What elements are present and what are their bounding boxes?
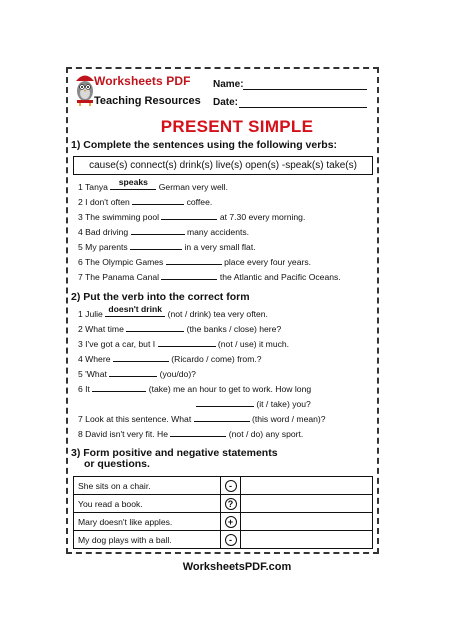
answer-blank[interactable]	[170, 428, 226, 437]
exercise-text-after: in a very small flat.	[182, 242, 256, 252]
exercise-text-after: (Ricardo / come) from.?	[168, 354, 262, 364]
exercise-text-before: 5 My parents	[78, 242, 131, 252]
answer-text: doesn't drink	[108, 304, 163, 314]
exercise-text-before: 2 I don't often	[78, 197, 133, 207]
statement-cell: She sits on a chair.	[74, 477, 221, 495]
exercise-text-before: 1 Julie	[78, 309, 106, 319]
date-field-line[interactable]	[239, 107, 367, 108]
answer-blank[interactable]	[105, 304, 165, 317]
exercise-line	[78, 226, 249, 238]
answer-blank[interactable]	[92, 383, 146, 392]
answer-blank[interactable]	[161, 211, 217, 220]
statements-table	[73, 476, 373, 549]
exercise-line	[78, 428, 303, 440]
exercise-line	[78, 196, 212, 208]
exercise-text-before: 8 David isn't very fit. He	[78, 429, 171, 439]
answer-text: speaks	[118, 177, 148, 187]
exercise-text-before: 7 Look at this sentence. What	[78, 414, 194, 424]
exercise-line	[78, 177, 228, 193]
name-label: Name:	[213, 79, 244, 90]
exercise-text-before: 5 'What	[78, 369, 110, 379]
exercise-text-before: 7 The Panama Canal	[78, 272, 162, 282]
table-row	[74, 513, 373, 531]
answer-blank[interactable]	[166, 256, 222, 265]
exercise-line	[78, 211, 305, 223]
form-symbol-cell	[221, 495, 241, 513]
answer-cell[interactable]	[241, 477, 373, 495]
form-symbol-icon: ?	[225, 498, 237, 510]
answer-blank[interactable]	[130, 241, 182, 250]
answer-cell[interactable]	[241, 531, 373, 549]
form-symbol-icon: -	[225, 480, 237, 492]
exercise-text-after: (the banks / close) here?	[184, 324, 282, 334]
section1-heading: 1) Complete the sentences using the following verbs:	[71, 139, 338, 151]
section2-heading: 2) Put the verb into the correct form	[71, 291, 250, 303]
exercise-text-after: German very well.	[156, 182, 228, 192]
exercise-line	[78, 271, 341, 283]
form-symbol-cell	[221, 531, 241, 549]
exercise-line	[78, 256, 311, 268]
section3-heading-line2: or questions.	[84, 458, 150, 470]
brand-subtitle: Teaching Resources	[94, 95, 201, 107]
form-symbol-icon: +	[225, 516, 237, 528]
exercise-text-before: 1 Tanya	[78, 182, 111, 192]
answer-blank[interactable]	[110, 177, 156, 190]
exercise-line	[78, 413, 326, 425]
exercise-text-before: 2 What time	[78, 324, 127, 334]
exercise-text-before: 3 I've got a car, but I	[78, 339, 158, 349]
answer-blank[interactable]	[113, 353, 169, 362]
exercise-text-after: (it / take) you?	[254, 399, 311, 409]
verb-list-box: cause(s) connect(s) drink(s) live(s) open(s) -speak(s) take(s)	[73, 156, 373, 175]
answer-blank[interactable]	[194, 413, 250, 422]
footer-site: WorksheetsPDF.com	[182, 561, 292, 573]
answer-blank[interactable]	[132, 196, 184, 205]
section3-heading-line1: 3) Form positive and negative statements	[71, 447, 278, 459]
date-label: Date:	[213, 97, 239, 108]
answer-blank[interactable]	[196, 398, 254, 407]
exercise-line	[78, 323, 281, 335]
exercise-text-after: coffee.	[184, 197, 213, 207]
answer-blank[interactable]	[161, 271, 217, 280]
statement-cell: My dog plays with a ball.	[74, 531, 221, 549]
exercise-line	[78, 353, 262, 365]
exercise-text-before: 6 It	[78, 384, 93, 394]
exercise-text-before: 6 The Olympic Games	[78, 257, 166, 267]
exercise-line	[78, 383, 311, 395]
answer-cell[interactable]	[241, 495, 373, 513]
exercise-text-after: (not / drink) tea very often.	[165, 309, 268, 319]
exercise-text-after: many accidents.	[184, 227, 250, 237]
exercise-line	[78, 338, 289, 350]
form-symbol-cell	[221, 477, 241, 495]
form-symbol-cell	[221, 513, 241, 531]
answer-blank[interactable]	[109, 368, 157, 377]
exercise-text-after: (not / do) any sport.	[226, 429, 304, 439]
name-field-line[interactable]	[243, 89, 367, 90]
answer-blank[interactable]	[158, 338, 216, 347]
answer-cell[interactable]	[241, 513, 373, 531]
table-row	[74, 477, 373, 495]
worksheet-title: PRESENT SIMPLE	[160, 117, 314, 136]
exercise-text-after: (this word / mean)?	[249, 414, 326, 424]
table-row	[74, 531, 373, 549]
exercise-text-before: 4 Bad driving	[78, 227, 131, 237]
table-row	[74, 495, 373, 513]
answer-blank[interactable]	[131, 226, 185, 235]
exercise-text-before: 4 Where	[78, 354, 113, 364]
exercise-text-after: (not / use) it much.	[215, 339, 290, 349]
form-symbol-icon: -	[225, 534, 237, 546]
exercise-text-after: the Atlantic and Pacific Oceans.	[217, 272, 341, 282]
owl-mascot-logo	[74, 72, 96, 106]
exercise-line	[78, 368, 196, 380]
exercise-line	[78, 241, 256, 253]
statement-cell: You read a book.	[74, 495, 221, 513]
answer-blank[interactable]	[126, 323, 184, 332]
exercise-text-before: 3 The swimming pool	[78, 212, 162, 222]
exercise-line	[196, 398, 311, 410]
exercise-text-after: (you/do)?	[157, 369, 196, 379]
exercise-line	[78, 304, 268, 320]
exercise-text-after: (take) me an hour to get to work. How long	[146, 384, 312, 394]
brand-name: Worksheets PDF	[94, 74, 191, 88]
statement-cell: Mary doesn't like apples.	[74, 513, 221, 531]
exercise-text-after: place every four years.	[221, 257, 312, 267]
exercise-text-after: at 7.30 every morning.	[217, 212, 306, 222]
